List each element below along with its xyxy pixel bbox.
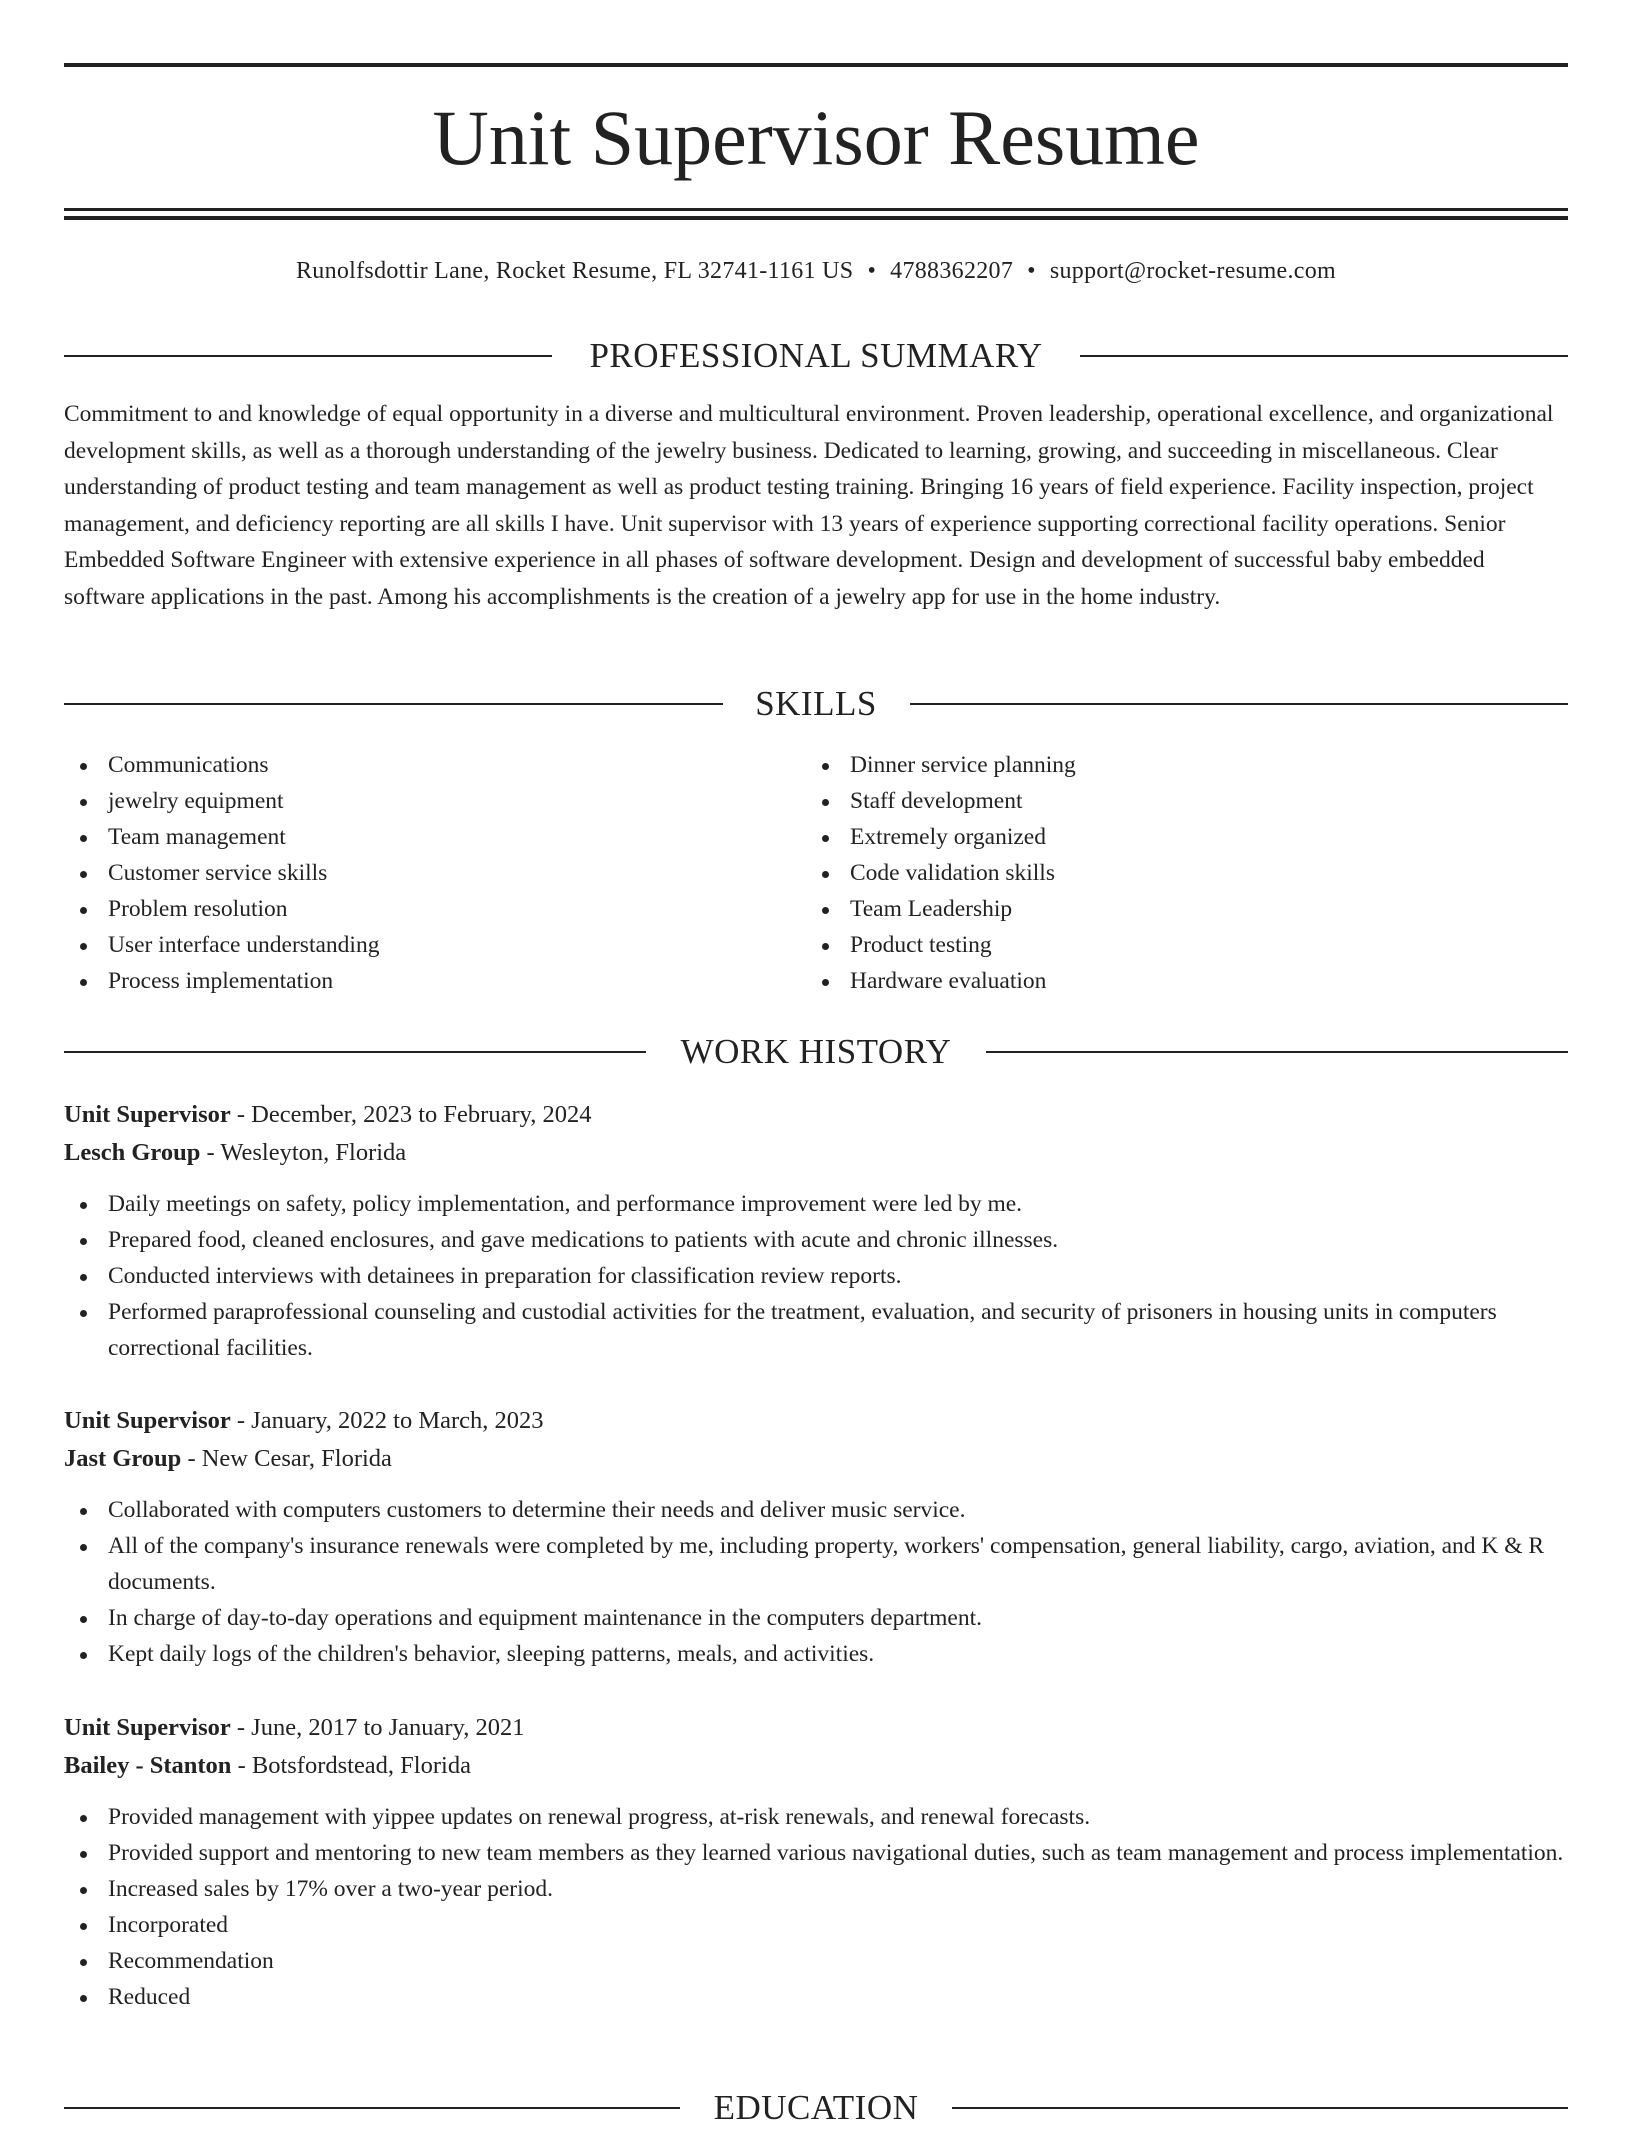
heading-rule-right <box>910 703 1568 705</box>
skill-item: jewelry equipment <box>64 783 379 819</box>
contact-address: Runolfsdottir Lane, Rocket Resume, FL 32741-1161 US <box>295 258 854 284</box>
job-bullet: Recommendation <box>64 1943 1568 1979</box>
job-entry <box>64 1709 1568 2015</box>
skills-list-right <box>806 747 1076 999</box>
skill-item: Staff development <box>806 783 1076 819</box>
job-bullet: Prepared food, cleaned enclosures, and gave medications to patients with acute and chronic illnesses. <box>64 1222 1568 1258</box>
job-company-line <box>64 1440 1568 1478</box>
skills-list-left <box>64 747 379 999</box>
section-title: SKILLS <box>755 684 877 723</box>
job-bullet: Incorporated <box>64 1907 1568 1943</box>
job-bullet: Performed paraprofessional counseling and custodial activities for the treatment, evaluation, and security of prisoners in housing units in computers correctional facilities. <box>64 1294 1568 1366</box>
skill-item: Process implementation <box>64 963 379 999</box>
contact-line <box>64 254 1568 288</box>
job-entry <box>64 1096 1568 1366</box>
job-title-line <box>64 1096 1568 1134</box>
job-bullet: Kept daily logs of the children's behavior, sleeping patterns, meals, and activities. <box>64 1636 1568 1672</box>
job-company: Lesch Group <box>64 1139 201 1166</box>
job-location: - New Cesar, Florida <box>181 1445 392 1472</box>
job-title: Unit Supervisor <box>64 1101 231 1128</box>
job-bullet: Conducted interviews with detainees in preparation for classification review reports. <box>64 1258 1568 1294</box>
skill-item: Extremely organized <box>806 819 1076 855</box>
resume-title: Unit Supervisor Resume <box>432 94 1200 181</box>
job-bullet: Collaborated with computers customers to determine their needs and deliver music service. <box>64 1492 1568 1528</box>
header-double-rule-upper <box>64 208 1568 211</box>
job-company-line <box>64 1134 1568 1172</box>
section-heading-education <box>64 2086 1568 2130</box>
job-dates: - December, 2023 to February, 2024 <box>230 1101 592 1128</box>
job-dates: - June, 2017 to January, 2021 <box>230 1714 525 1741</box>
section-title: EDUCATION <box>713 2088 919 2127</box>
skill-item: Problem resolution <box>64 891 379 927</box>
heading-rule-right <box>952 2107 1568 2109</box>
header-double-rule-lower <box>64 216 1568 220</box>
skill-item: Dinner service planning <box>806 747 1076 783</box>
heading-rule-right <box>1080 355 1568 357</box>
skill-item: Team management <box>64 819 379 855</box>
skill-item: User interface understanding <box>64 927 379 963</box>
section-heading-skills <box>64 682 1568 726</box>
contact-separator: • <box>1027 258 1036 284</box>
section-title: PROFESSIONAL SUMMARY <box>589 336 1043 375</box>
contact-email[interactable]: support@rocket-resume.com <box>1049 258 1337 284</box>
skill-item: Communications <box>64 747 379 783</box>
section-heading-work-history <box>64 1030 1568 1074</box>
skill-item: Product testing <box>806 927 1076 963</box>
job-company-line <box>64 1747 1568 1785</box>
job-bullet: Provided management with yippee updates on renewal progress, at-risk renewals, and renewal forecasts. <box>64 1799 1568 1835</box>
job-title: Unit Supervisor <box>64 1714 231 1741</box>
job-bullet: Increased sales by 17% over a two-year period. <box>64 1871 1568 1907</box>
job-bullets <box>64 1492 1568 1672</box>
job-title-line <box>64 1402 1568 1440</box>
skill-item: Team Leadership <box>806 891 1076 927</box>
job-bullet: In charge of day-to-day operations and equipment maintenance in the computers department. <box>64 1600 1568 1636</box>
job-title-line <box>64 1709 1568 1747</box>
skill-item: Code validation skills <box>806 855 1076 891</box>
job-bullet: Provided support and mentoring to new team members as they learned various navigational duties, such as team management and process implementation. <box>64 1835 1568 1871</box>
job-title: Unit Supervisor <box>64 1407 231 1434</box>
job-company: Bailey - Stanton <box>64 1752 232 1779</box>
job-bullets <box>64 1799 1568 2015</box>
professional-summary-text: Commitment to and knowledge of equal opportunity in a diverse and multicultural environment. Proven leadership, operational excellence, and organizational development skills, as well as a thorough understanding of the jewelry business. Dedicated to learning, growing, and succeeding in miscellaneous. Clear understanding of product testing and team management as well as product testing training. Bringing 16 years of field experience. Facility inspection, project management, and deficiency reporting are all skills I have. Unit supervisor with 13 years of experience supporting correctional facility operations. Senior Embedded Software Engineer with extensive experience in all phases of software development. Design and development of successful baby embedded software applications in the past. Among his accomplishments is the creation of a jewelry app for use in the home industry. <box>64 401 1554 610</box>
section-heading-summary <box>64 334 1568 378</box>
section-title: WORK HISTORY <box>680 1032 952 1071</box>
header-top-rule <box>64 63 1568 67</box>
contact-separator: • <box>867 258 877 284</box>
heading-rule-right <box>986 1051 1568 1053</box>
job-bullet: All of the company's insurance renewals were completed by me, including property, workers' compensation, general liability, cargo, aviation, and K & R documents. <box>64 1528 1568 1600</box>
job-dates: - January, 2022 to March, 2023 <box>230 1407 544 1434</box>
job-bullet: Daily meetings on safety, policy implementation, and performance improvement were led by me. <box>64 1186 1568 1222</box>
skill-item: Customer service skills <box>64 855 379 891</box>
job-location: - Wesleyton, Florida <box>200 1139 407 1166</box>
job-location: - Botsfordstead, Florida <box>231 1752 471 1779</box>
skill-item: Hardware evaluation <box>806 963 1076 999</box>
contact-phone: 4788362207 <box>890 258 1014 284</box>
job-company: Jast Group <box>64 1445 182 1472</box>
job-entry <box>64 1402 1568 1672</box>
job-bullet: Reduced <box>64 1979 1568 2015</box>
job-bullets <box>64 1186 1568 1366</box>
